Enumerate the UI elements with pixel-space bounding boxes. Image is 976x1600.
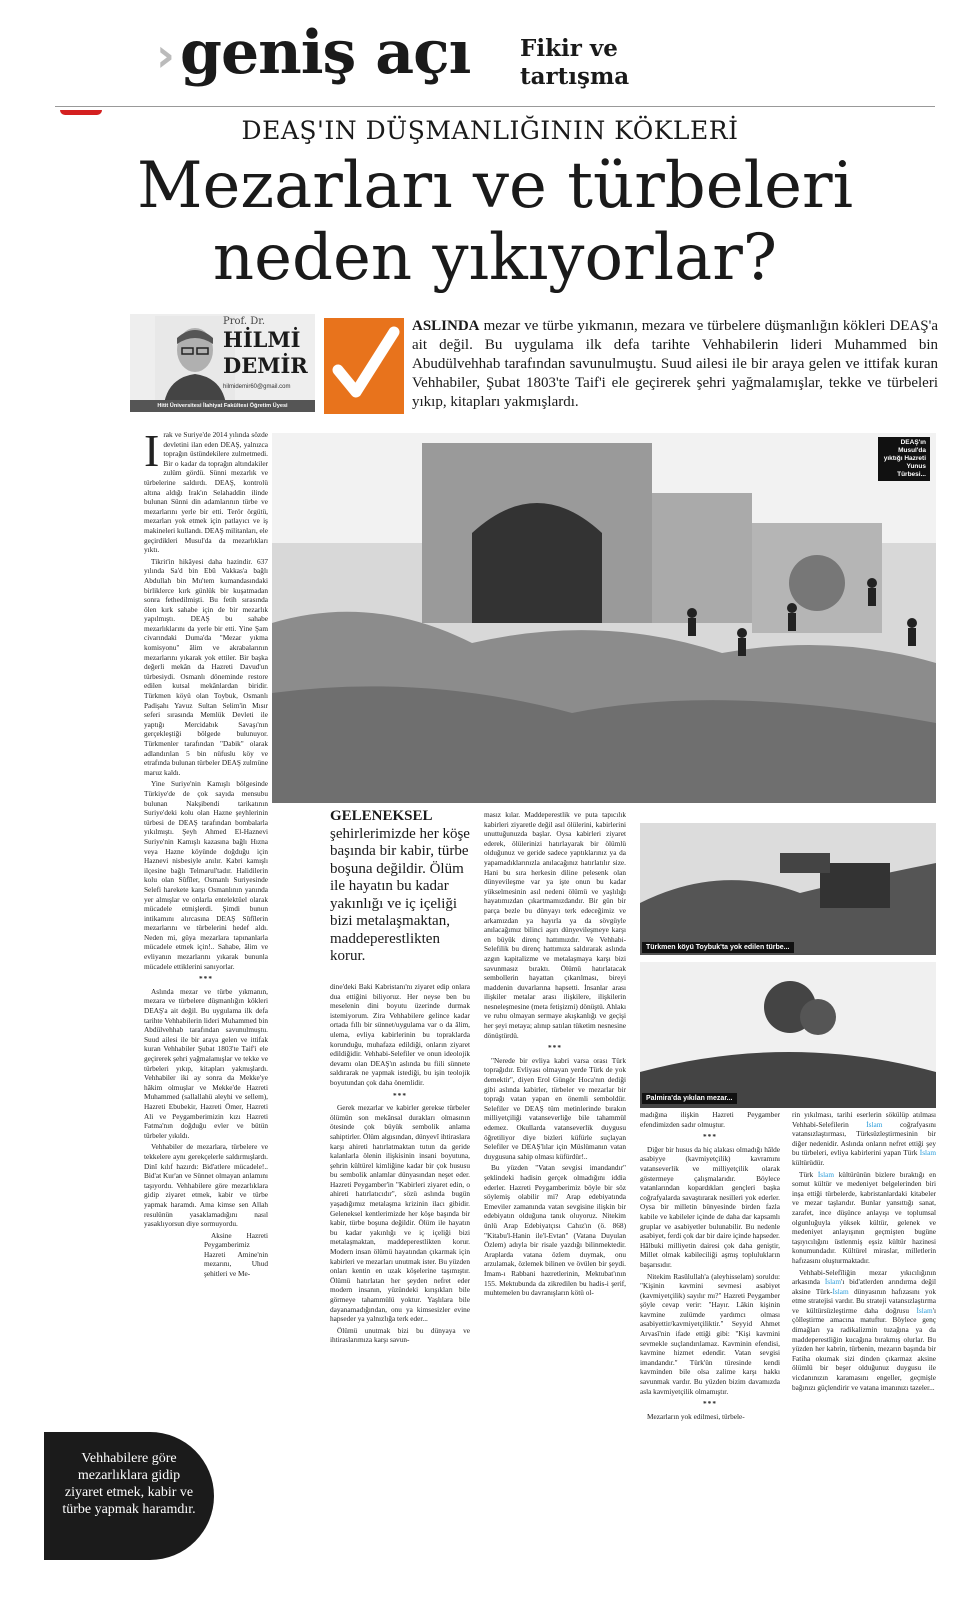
pullquote-circle: Vehhabilere göre mezarlıklara gidip ziyaret etmek, kabir ve türbe yapmak haramdır. [44, 1432, 214, 1560]
red-accent [60, 110, 102, 115]
col2-p3: Ölümü unutmak bizi bu dünyaya ve ihtiraslarımıza karşı savun- [330, 1325, 470, 1345]
main-photo [272, 433, 936, 803]
col1-p6: Aksine Hazreti Peygamberimiz Hazreti Amine'nin mezarını, Uhud şehitleri ve Me- [204, 1230, 268, 1279]
author-affiliation: Hitit Üniversitesi İlahiyat Fakültesi Öğretim Üyesi [130, 400, 315, 412]
kicker: DEAŞ'IN DÜŞMANLIĞININ KÖKLERİ [241, 116, 739, 145]
toybuk-photo [640, 823, 936, 955]
column-1 [144, 425, 269, 1281]
col5-p3: Vehhabi-Selefîliğin mezar yıkıcılığının arkasında İslam'ı bid'atlerden arındırma değil aksine Türk-İslam dünyasının hafızasını yok etme stratejisi vardır. Bu strateji vatansızlaştırma ve kültürsüzleştirme daha doğrusu İslam'ı çölleştirme amacına matuftur. Böylece genç dimağları ya radikalizmin tuzağına ya da maddeperestliğin kucağına bırakmış olurlar. Bu yüzden her kabrin, türbenin, mezarın başında bir Fatiha okumak sizi dinden çıkarmaz aksine ölümlü bir beşer olduğunuz duygusu ile vicdanınızın karamasını engeller, geçmişle bağınızı güçlendirir ve vatana imanınızı tazeler... [792, 1267, 936, 1392]
col1-p5: Vehhabiler de mezarlara, türbelere ve tekkelere aynı gerekçelerle saldırmışlardı. Dinî kılıf hazırdı: Bid'atlere mücadele!.. Bid'at Kur'an ve Sünnet olmayan anlamını taşıyordu. Vehhabilere göre mezarlıklara gidip ziyaret etmek, kabir ve türbe yapmak haramdı. Ama kimse sen Allah resulünün yasaklamadığını nasıl yasaklıyorsun diye sormuyordu. [144, 1142, 268, 1229]
separator: *** [393, 1090, 407, 1100]
checkmark-icon [324, 318, 404, 414]
col5-p1: rin yıkılması, tarihi eserlerin sökülüp atılması Vehhabi-Selefilerin İslam coğrafyasını vatansızlaştırması, Türksüzleştirmesinin bir diğer nedenidir. Aslında onların nefret ettiği şey bu türbeleri, evliya kabirlerini yapan Türk İslam kültürüdür. [792, 1110, 937, 1167]
section-subtitle-1: Fikir ve [520, 35, 618, 62]
col3-p2: "Nerede bir evliya kabri varsa orası Türk toprağıdır. Evliyası olmayan yerde Türk de yok demektir", diyen Erol Güngör Hoca'nın dediği gibi aslında kabirler, türbeler ve mezarlar bir toprağı vatan yapan en önemli semboldür. Selefiler ve DEAŞ tüm metinlerinde bırakın milliyetçiliği vatanseverliğe bile tahammül edemez. Okullarda vatanseverlik duygusu öğretiliyor diye bizleri küfürle suçlayan Selefiler ve DEAŞ'lılar için Müslümanın vatan duygusuna sahip olması küfürdür!.. [484, 1055, 626, 1161]
column-2 [330, 982, 470, 1347]
author-box [130, 314, 315, 412]
main-photo-caption: DEAŞ'ın Musul'da yıktığı Hazreti Yunus Türbesi... [878, 437, 930, 481]
lead-text: mezar ve türbe yıkmanın, mezara ve türbelere düşmanlığın kökleri DEAŞ'a ait değil. Bu uygulama ilk defa tarihte Vehhabilerin lideri Muhammed bin Abudülvehhab tarafından savunulmuştu. Suud ailesi ile bir araya gelen ve ittifak kuran Vehhabiler, Şubat 1803'te Taif'i ele geçirerek şehri yağmalamışlar, tekke ve türbeleri yıkıp, kitapları yakmışlardı. [412, 318, 938, 410]
column-4 [640, 1110, 780, 1423]
column-3 [484, 810, 626, 1300]
dropcap: I [144, 425, 160, 476]
separator: *** [199, 974, 213, 984]
section-arrow: › [156, 28, 175, 82]
col1-p3: Yine Suriye'nin Kamışlı bölgesinde Türkiye'de de çok sayıda mensubu bulunan Nakşibendi tarikatının Suriye'deki kolu olan Hazne şeyhlerinin türbesi de DEAŞ tarafından bombalarla yıkılmıştı. Şeyh Ahmed El-Haznevi Suriye'nin Kamışlı kazasına bağlı Hızna veya Hazne köyünde doğduğu için Haznevi nisbesiyle anılır. Kabri kamışlı ilçesine bağlı Telmarul'tadır. Halidilerin kolu olan Sûfîler, Osmanlı Suriyesinde Selefi harekete karşı Osmanlının yanında yer almışlar ve onlarla entelektüel olarak mücadele etmişlerdi. Şimdi bunun intikamını alırcasına DEAŞ Sûfîlerin mezarlarını ve türbelerini hedef aldı. Neden mi, güya mezarlara tapınanlarla mücadele etmek için!.. Sahabe, âlim ve evliyanın mezarlarını yıkarak bununla mücadele ettiklerini sanıyorlar. [144, 779, 268, 971]
col1-p4: Aslında mezar ve türbe yıkmanın, mezara ve türbelere düşmanlığın kökleri DEAŞ'a ait değil. Bu uygulama ilk defa tarihte Vehhabilerin lideri Muhammed bin Abdülvehhab tarafından savunulmuştu. Suud ailesi ile bir araya gelen ve ittifak kuran Vehhabiler Şubat 1803'te Taif'i ele geçirerek şehri yağmalamışlar ve tekke ve türbeleri yıkıp, kitapları yakmışlardı. Vehhabiler iki ay sonra da Mekke'ye hâkim olmuşlar ve Mekke'de Hazreti Muhammed (sallallahü aleyhi ve sellem), Hazreti Ebubekir, Hazreti Ömer, Hazreti Ali ve Peygamberimizin kızı Hazreti Fatma'nın doğduğu evler ve bütün türbeler yıkıldı. [144, 986, 268, 1140]
separator: *** [548, 1043, 562, 1053]
section-title: geniş açı [180, 18, 471, 88]
col1-p1: rak ve Suriye'de 2014 yılında sözde devletini ilan eden DEAŞ, yalnızca toprağın üstündekilere zulmetmedi. Bir o kadar da toprağın altındakiler zulüm gördü. Sünni mezarlık ve türbelerine saldırdı. DEAŞ, kontrolü altına aldığı Irak'ın Selahaddin ilinde bulunan Sünni din adamlarının türbe ve mezarlarını yerle bir etti. Terör örgütü, mezarları yok etmek için patlayıcı ve iş makineleri kullandı. DEAŞ militanları, ele geçirdikleri Musul'da da mezarlıkları yıktı. [144, 430, 269, 555]
col3-p1: masız kılar. Maddeperestlik ve puta tapıcılık kabirleri ziyaretle değil asıl ölülerini, kabirlerini unuttuğunuzda başlar. Oysa kabirleri ziyaret ederek, ölülerinizi hatırlayarak bir ölümlü olduğunuz ve geride sadece yaptıklarınız ya da yapamadıklarınızla anılacağınız hatırlatılır size. Hani bu sıra herkesin diline pelesenk olan dünyevileşme var ya işte onun bu kadar yükselmesinin asıl nedeni ölümü ve yaşlılığı hayatımızdan çıkartmamızdandır. Bir gün bir parça bezle bu dünyayı terk edeceğimiz ve arkamızdan ya hayırla ya da sövgüyle anılacağımız bilinci aşırı dünyevileşmeye karşı en büyük direnç hattımızdır. Ve Vehhabi-Selefilik bu direnç hattımıza saldırarak aslında azgın kapitalizme ve metalaşmaya karşı bizi savunmasız bıraktı. Ölümü hatırlatacak sembollerin hayattan çıkarılması, bireyi maddenin duvarlarına hapsetti. İnsanlar arası ilişkiler metalar arası ilişkilere, ilişkilerin nesneleşmesine (meta fetişizmi) dönüştü. Ahlakı ve ruhu olmayan sermaye akışkanlığı ve geçişi her şeyi metaya; alınıp satılan tüketim nesnesine dönüştürdü. [484, 810, 626, 1040]
col4-p3: Nitekim Rasûlullah'a (aleyhisselam) soruldu: "Kişinin kavmini sevmesi asabiyet (kavmiyetçilik) sayılır mı?" Hazreti Peygamber şöyle cevap verir: "Hayır. Lâkin kişinin kavmine zulümde yardımcı olması asabiyettir/kavmiyetçiliktir." Seyyid Ahmet Arvasî'nin ifade ettiği gibi: "Kişi kavmini sevmekle suçlandırılamaz. Kavminin efendisi, kavmine hizmet edendir. Vatan sevgisi imandandır." Türk'ün türesinde kendi kavminden bile olsa zalime karşı hakkı savunmak vardır. Bu yüzden bizim davamızda asla kavmiyetçilik olmamıştır. [640, 1271, 780, 1396]
lead-paragraph [412, 317, 938, 412]
toybuk-caption: Türkmen köyü Toybuk'ta yok edilen türbe... [642, 942, 794, 953]
pullquote-caps: GELENEKSEL [330, 808, 433, 824]
separator: *** [703, 1399, 717, 1409]
author-first-name: HİLMİ [223, 327, 301, 352]
pullquote-text: şehirlerimizde her köşe başında bir kabir, türbe boşuna değildir. Ölüm ile hayatın bu kadar yakınlığı ve iç içeliği bizi metalaşmaktan, maddeperestlikten korur. [330, 825, 470, 964]
ruined-tomb-illustration [272, 433, 936, 803]
headline-line-2: neden yıkıyorlar? [212, 221, 778, 295]
col2-p1: dine'deki Baki Kabristanı'nı ziyaret edip onlara dua ettiğini biliyoruz. Her neyse ben bu meselenin dini boyutu üzerinde durmak istemiyorum. Zira Vehhabilere gelince kadar ortada fıllı bir sünnet/uygulama var o da âlim, ulema, evliya kabirlerinin bu topraklarda korunduğu, muhafaza edildiği, onların ziyaret edildiğidir. Vehhabi-Selefiler ve onun ideolojik devamı olan DEAŞ'ın aslında bu fiili sünnete saldırarak ne yapmak istediği, bu işin teolojik boyutundan çok daha önemlidir. [330, 982, 470, 1087]
col1-p2: Tikrit'in hikâyesi daha hazindir. 637 yılında Sa'd bin Ebû Vakkas'a bağlı Abdullah bin Mu'tem kumandasındaki birliklerce kırk günlük bir kuşatmadan sonra fethedilmişti. Bu fetih sırasında ölen kırk sahabe için de bir mezarlık yapılmıştı. DEAŞ bu sahabe mezarlıklarını da yerle bir etti. Yine Şam civarındaki Duma'da "Mezar yıkma komisyonu" âlim ve akrabalarının mezarlarını yıkarak yok ettiler. Bir başka değerli mekân da Hazreti Davud'un türbesiydi. Osmanlı döneminde restore edilen kutsal mekânlardan biridir. Türkmen köyü olan Toybuk, Osmanlı Padişahı Yavuz Sultan Selim'in Mısır seferi sırasında Memlük Devleti ile yaptığı Mercidabık Savaşı'nın gerçekleştiği bölgede bulunuyor. Türkmenler tarafından "Dabik" olarak adlandırılan 5 bin nüfuslu köy ve etrafında bulunan türbeler DEAŞ zulmüne maruz kaldı. [144, 556, 268, 777]
headline-line-1: Mezarları ve türbeleri [136, 149, 854, 223]
col5-p2: Türk İslam kültürünün bizlere bıraktığı en somut kültür ve medeniyet belgelerinden biri inşa ettiği türbelerde, kabristanlardaki kitabeler ve mezar taşlarıdır. Bunlar yansıttığı sanat, zarafet, ince düşünce anlayışı ve toplumsal olgunluğuyla yüksek kültür, gelenek ve medeniyet anlayışının geçmişten bugüne taşıyıcılığını üstlenmiş eşsiz kültür hazinesi konumundadır. Kültürel miraslar, milletlerin hafızasını oluşturmaktadır. [792, 1169, 936, 1265]
lead-caps: ASLINDA [412, 318, 480, 334]
author-title: Prof. Dr. [223, 316, 266, 327]
section-subtitle-2: tartışma [520, 63, 630, 90]
author-email[interactable]: hilmidemir60@gmail.com [223, 384, 291, 390]
col3-p3: Bu yüzden "Vatan sevgisi imandandır" şeklindeki hadisin gerçek olmadığını iddia ederler. Hazreti Peygamberimiz böyle bir söz söylemiş olabilir mi? Arap edebiyatında Emeviler zamanında vatan sevgisine ilişkin bir edebiyatın olduğuna tanık oluyoruz. Nitekim ünlü Arap Edebiyatçısı Cahız'ın (ö. 868) "Kitabu'l-Hanin ile'l-Evtan" (Vatana Duyulan Özlem) adıyla bir risale yazdığı bilinmektedir. Araplarda vatana özlem duymak, onu arzulamak, özlemek bilinen ve övülen bir şeydi. İmam-ı Rabbani hazretlerinin, Mektubat'ının 155. Mektubunda da zikredilen bu hadis-i şerif, muhtemelen bu davranışların kötü ol- [484, 1163, 626, 1298]
palmyra-caption: Palmira'da yıkılan mezar... [642, 1093, 737, 1104]
column-5 [792, 1110, 936, 1394]
pullquote-1 [330, 808, 472, 966]
col4-p4: Mezarların yok edilmesi, türbele- [647, 1411, 745, 1421]
palmyra-photo [640, 962, 936, 1108]
col2-p2: Gerek mezarlar ve kabirler gerekse türbeler ölümün son mekânsal durakları olmasının ötesinde çok büyük sembolik anlama sahiptirler. Ölüm algısından, dünyevî ihtiraslara karşı ahireti hatırlatmaktan tutun da geride kalanlarla ölenin ilişkisinin insani boyutuna, şehrin kültürel kimliğine kadar bir çok hususu bu sembolik anlamlar dünyasından neşet eder. Hazreti Peygamber'in "Kabirleri ziyaret edin, o ahireti hatırlatıcıdır", sözü aslında bugün yaşadığımız metalaşma krizinin ilacı gibidir. Geleneksel kentlerimizde her köşe başında bir kabir, türbe boşuna değildir. Ölüm ile hayatın bu kadar yakınlığı ve iç içeliği bizi metalaşmaktan, maddeperestlikten korur. Modern insan ölümü hayatından çıkarmak için kabirleri ve mezarları unutmak ister. Bu yüzden onları kentin en uzak köşelerine taşımıştır. Ölümü hatırlatan her şeyden nefret eder modern insanın, yüzündeki kırışıkları bile görmeye tahammülü yoktur. Yaşlılara bile dayanamadığından, onu ya kimsesizler evine hapseder ya yalnızlığa terk eder... [330, 1103, 470, 1324]
col4-p2: Diğer bir husus da hiç alakası olmadığı hâlde asabiyye (kavmiyetçilik) kavramını vatanseverlik ve milliyetçilik olarak göstermeye çalışmalarıdır. Böylece vatanlarından kopardıkları gençleri başka coğrafyalarda savaştırarak nesilleri yok ederler. Oysa bir milletin bünyesinde birden fazla kabile ve kabileler içinde de daha dar kapsamlı gruplar ve asabiyetler bulunabilir. Bu nedenle asabiyet, ferdi çok dar bir daire içinde hapseder. Hâlbuki milliyetin dairesi çok daha geniştir, Millet olmak kabileciliği aşmış toplulukların başarısıdır. [640, 1144, 780, 1269]
header-rule [55, 106, 935, 107]
col4-p1: madığına ilişkin Hazreti Peygamber efendimizden sadır olmuştur. [640, 1110, 780, 1129]
separator: *** [703, 1132, 717, 1142]
author-last-name: DEMİR [223, 353, 308, 378]
